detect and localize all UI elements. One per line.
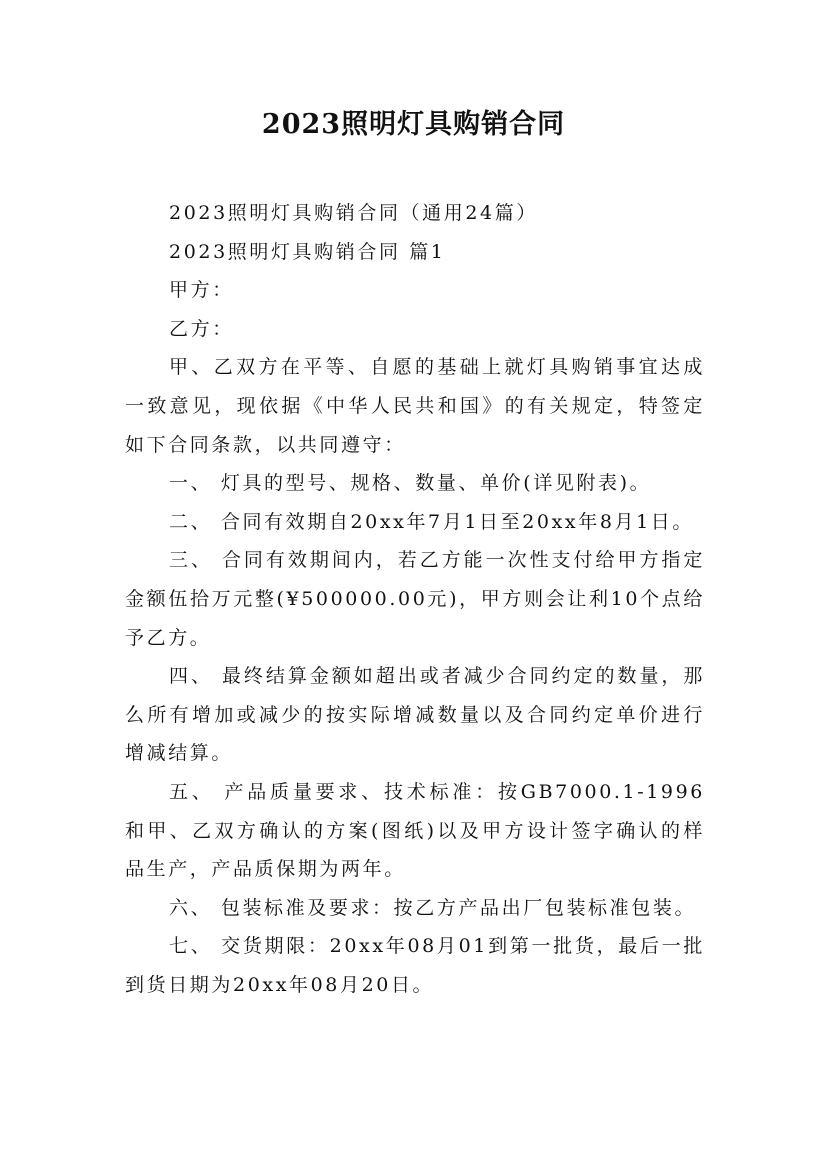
section-heading: 2023照明灯具购销合同 篇1 bbox=[169, 240, 446, 263]
clause-5: 五、 产品质量要求、技术标准：按GB7000.1-1996和甲、乙双方确认的方案(图纸)以及甲方设计签字确认的样品生产，产品质保期为两年。 bbox=[125, 780, 705, 881]
intro-paragraph: 甲、乙双方在平等、自愿的基础上就灯具购销事宜达成一致意见，现依据《中华人民共和国》的有关规定，特签定如下合同条款，以共同遵守： bbox=[125, 356, 705, 456]
subtitle-paragraph: 2023照明灯具购销合同（通用24篇） bbox=[169, 202, 538, 224]
party-a-line: 甲方： bbox=[169, 279, 234, 302]
clause-2: 二、 合同有效期自20xx年7月1日至20xx年8月1日。 bbox=[169, 510, 695, 533]
party-b-line: 乙方： bbox=[169, 317, 234, 340]
clause-6: 六、 包装标准及要求：按乙方产品出厂包装标准包装。 bbox=[169, 896, 697, 919]
clause-3: 三、 合同有效期间内，若乙方能一次性支付给甲方指定金额伍拾万元整(¥500000.00元)，甲方则会让利10个点给予乙方。 bbox=[125, 549, 705, 649]
document-title: 2023照明灯具购销合同 bbox=[261, 109, 566, 140]
clause-7: 七、 交货期限：20xx年08月01到第一批货，最后一批到货日期为20xx年08月20日。 bbox=[125, 935, 705, 996]
clause-4: 四、 最终结算金额如超出或者减少合同约定的数量，那么所有增加或减少的按实际增减数量以及合同约定单价进行增减结算。 bbox=[125, 665, 705, 765]
clause-1: 一、 灯具的型号、规格、数量、单价(详见附表)。 bbox=[169, 472, 652, 495]
document-body bbox=[125, 194, 705, 1004]
